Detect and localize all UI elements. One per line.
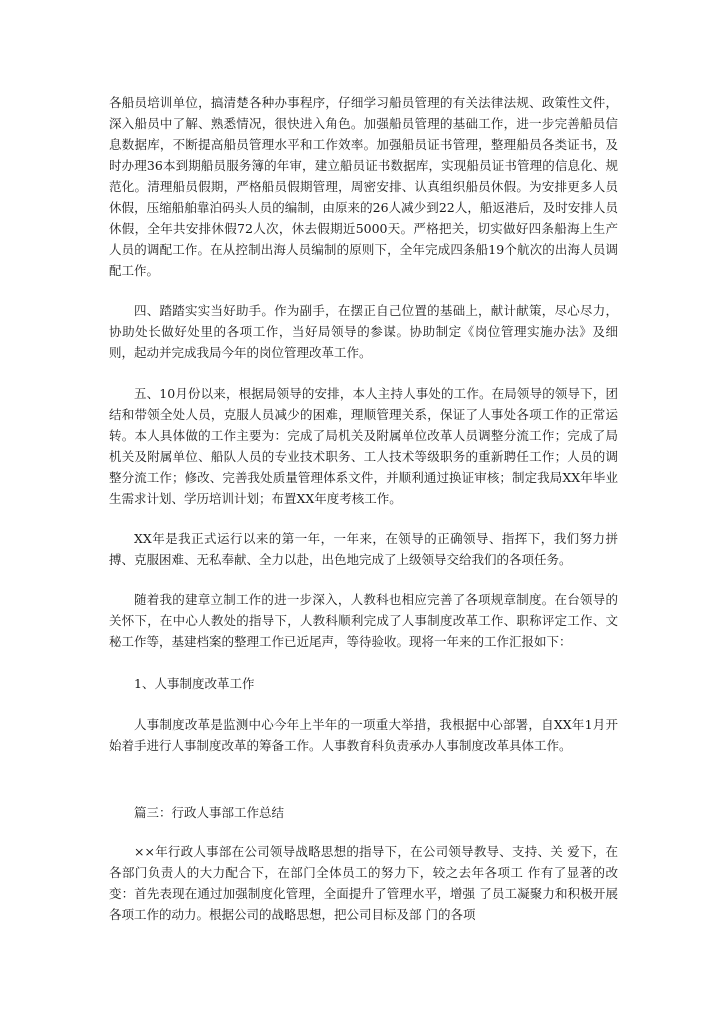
- document-page: [109, 92, 618, 925]
- section-heading-hr-reform: 1、人事制度改革工作: [134, 676, 255, 691]
- paragraph-hr-office-work: 五、10月份以来，根据局领导的安排，本人主持人事处的工作。在局领导的领导下，团结和带领全处人员，克服人员减少的困难，理顺管理关系，保证了人事处各项工作的正常运转。本人具体做的工作主要为：完成了局机关及附属单位改革人员调整分流工作；完成了局机关及附属单位、船队人员的专业技术职务、工人技术等级职务的重新聘任工作；人员的调整分流工作；修改、完善我处质量管理体系文件，并顺利通过换证审核；制定我局XX年毕业生需求计划、学历培训计划；布置XX年度考核工作。: [109, 386, 618, 506]
- paragraph-regulations: 随着我的建章立制工作的进一步深入，人教科也相应完善了各项规章制度。在台领导的关怀下，在中心人教处的指导下，人教科顺利完成了人事制度改革工作、职称评定工作、文秘工作等，基建档案的整理工作已近尾声，等待验收。现将一年来的工作汇报如下：: [109, 592, 618, 649]
- paragraph-hr-reform: 人事制度改革是监测中心今年上半年的一项重大举措，我根据中心部署，自XX年1月开始着手进行人事制度改革的筹备工作。人事教育科负责承办人事制度改革具体工作。: [109, 717, 618, 753]
- paragraph-admin-hr-summary: ××年行政人事部在公司领导战略思想的指导下，在公司领导教导、支持、关 爱下，在各部门负责人的大力配合下，在部门全体员工的努力下，较之去年各项工 作有了显著的改变：首先表现在通过加强制度化管理，全面提升了管理水平，增强 了员工凝聚力和积极开展各项工作的动力。根据公司的战略思想，把公司目标及部 门的各项: [109, 844, 618, 922]
- section-heading-part-three: 篇三：行政人事部工作总结: [134, 805, 285, 820]
- paragraph-assistant-role: 四、踏踏实实当好助手。作为副手，在摆正自己位置的基础上，献计献策，尽心尽力，协助处长做好处里的各项工作，当好局领导的参谋。协助制定《岗位管理实施办法》及细则，起动并完成我局今年的岗位管理改革工作。: [109, 303, 618, 360]
- paragraph-year-summary: XX年是我正式运行以来的第一年，一年来，在领导的正确领导、指挥下，我们努力拼搏、克服困难、无私奉献、全力以赴，出色地完成了上级领导交给我们的各项任务。: [109, 531, 618, 567]
- paragraph-crew-management: 各船员培训单位，搞清楚各种办事程序，仔细学习船员管理的有关法律法规、政策性文件，深入船员中了解、熟悉情况，很快进入角色。加强船员管理的基础工作，进一步完善船员信息数据库，不断提高船员管理水平和工作效率。加强船员证书管理，整理船员各类证书，及时办理36本到期船员服务簿的年审，建立船员证书数据库，实现船员证书管理的信息化、规范化。清理船员假期，严格船员假期管理，周密安排、认真组织船员休假。为安排更多人员休假，压缩船舶靠泊码头人员的编制，由原来的26人减少到22人，船返港后，及时安排人员休假，全年共安排休假72人次，休去假期近5000天。严格把关，切实做好四条船海上生产人员的调配工作。在从控制出海人员编制的原则下，全年完成四条船19个航次的出海人员调配工作。: [109, 95, 618, 278]
